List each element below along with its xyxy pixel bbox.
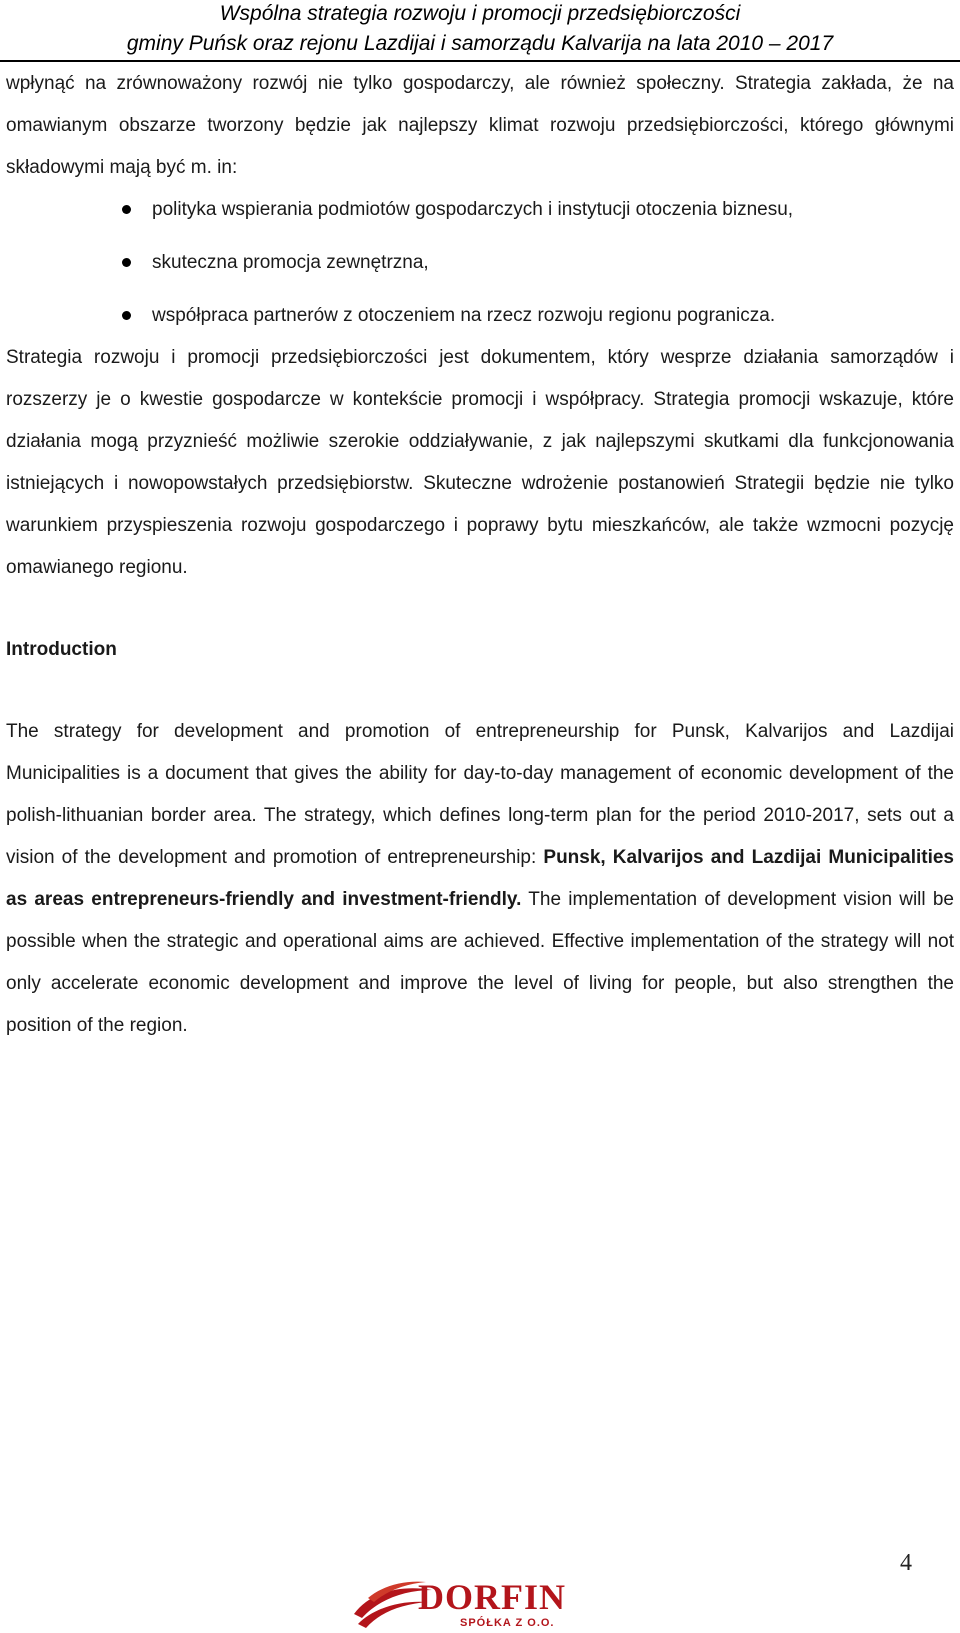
page-number: 4 xyxy=(900,1550,912,1576)
page-content xyxy=(6,63,954,1047)
bullet-icon xyxy=(122,205,131,214)
paragraph-introduction xyxy=(6,711,954,1047)
header-line-1: Wspólna strategia rozwoju i promocji przedsiębiorczości xyxy=(219,2,741,25)
logo-subtitle: SPÓŁKA Z O.O. xyxy=(460,1617,555,1629)
bullet-icon xyxy=(122,311,131,320)
section-heading: Introduction xyxy=(6,639,117,660)
paragraph-text: The strategy for development and promotion of entrepreneurship for Punsk, Kalvarijos and Lazdijai Municipalities is a document that gives the ability for day-to-day management of economic development of the polish-lithuanian border area. The strategy, which defines long-term plan for the period 2010-2017, sets out a vision of the development and promotion of entrepreneurship: xyxy=(6,721,954,868)
list-item xyxy=(6,242,954,295)
spacer xyxy=(6,671,954,711)
paragraph-text: The implementation of development vision will be possible when the strategic and operational aims are achieved. Effective implementation of the strategy will not only accelerate economic development and improve the level of living for people, but also strengthen the position of the region. xyxy=(6,889,954,1036)
paragraph-intro: wpłynąć na zrównoważony rozwój nie tylko gospodarczy, ale również społeczny. Strategia zakłada, że na omawianym obszarze tworzony będzie jak najlepszy klimat rozwoju przedsiębiorczości, którego głównymi składowymi mają być m. in: xyxy=(6,73,954,178)
list-item xyxy=(6,295,954,337)
vision-statement: Punsk, Kalvarijos and Lazdijai Municipalities as areas entrepreneurs-friendly and investment-friendly. xyxy=(6,847,954,910)
logo-wordmark: DORFIN xyxy=(418,1577,566,1617)
list-item-text: współpraca partnerów z otoczeniem na rzecz rozwoju regionu pogranicza. xyxy=(152,305,776,326)
spacer xyxy=(6,589,954,629)
list-item xyxy=(6,189,954,242)
list-item-text: polityka wspierania podmiotów gospodarczych i instytucji otoczenia biznesu, xyxy=(152,199,794,220)
bullet-list xyxy=(6,189,954,337)
bullet-icon xyxy=(122,258,131,267)
list-item-text: skuteczna promocja zewnętrzna, xyxy=(152,252,429,273)
header-line-2: gminy Puńsk oraz rejonu Lazdijai i samorządu Kalvarija na lata 2010 – 2017 xyxy=(126,32,834,55)
paragraph-strategy: Strategia rozwoju i promocji przedsiębiorczości jest dokumentem, który wesprze działania samorządów i rozszerzy je o kwestie gospodarcze w kontekście promocji i współpracy. Strategia promocji wskazuje, które działania mogą przyznieść możliwie szerokie oddziaływanie, z jak najlepszymi skutkami dla funkcjonowania istniejących i nowopowstałych przedsiębiorstw. Skuteczne wdrożenie postanowień Strategii będzie nie tylko warunkiem przyspieszenia rozwoju gospodarczego i poprawy bytu mieszkańców, ale także wzmocni pozycję omawianego regionu. xyxy=(6,347,954,578)
header-rule xyxy=(0,60,960,62)
dorfin-logo xyxy=(348,1574,588,1630)
